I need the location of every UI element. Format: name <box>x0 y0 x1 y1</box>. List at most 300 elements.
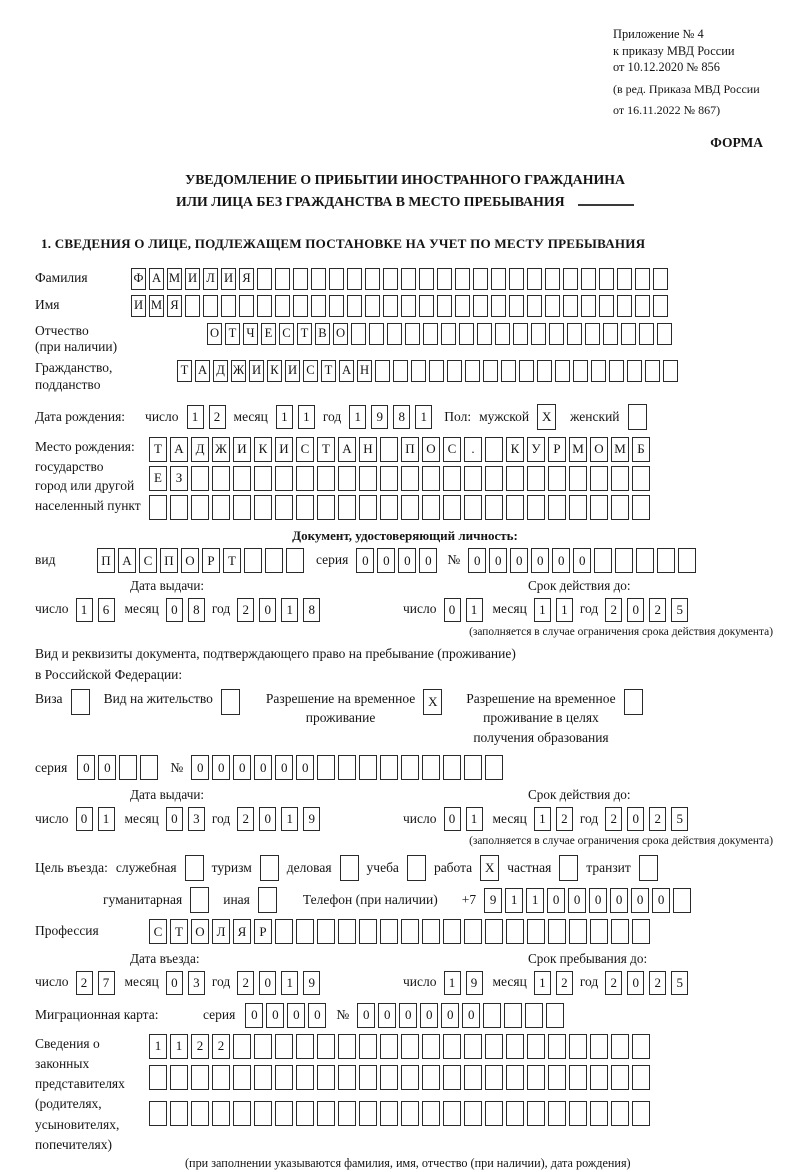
birth-month-boxes[interactable] <box>276 405 315 429</box>
char-cell[interactable] <box>275 919 293 944</box>
char-cell[interactable] <box>527 268 542 290</box>
char-cell[interactable]: С <box>303 360 318 382</box>
char-cell[interactable] <box>329 295 344 317</box>
char-cell[interactable] <box>531 323 546 345</box>
char-cell[interactable]: А <box>170 437 188 462</box>
char-cell[interactable] <box>548 466 566 491</box>
char-cell[interactable]: 0 <box>510 548 528 573</box>
char-cell[interactable]: 0 <box>462 1003 480 1028</box>
char-cell[interactable] <box>525 1003 543 1028</box>
char-cell[interactable] <box>257 295 272 317</box>
char-cell[interactable] <box>317 919 335 944</box>
char-cell[interactable] <box>506 466 524 491</box>
birth-place-row2-boxes[interactable] <box>149 466 650 491</box>
char-cell[interactable]: А <box>118 548 136 573</box>
char-cell[interactable] <box>422 466 440 491</box>
char-cell[interactable]: Т <box>297 323 312 345</box>
char-cell[interactable] <box>527 1101 545 1126</box>
char-cell[interactable]: И <box>285 360 300 382</box>
doc-valid-year-boxes[interactable] <box>605 598 688 622</box>
char-cell[interactable] <box>464 755 482 780</box>
birth-place-row3-boxes[interactable] <box>149 495 650 520</box>
char-cell[interactable] <box>383 268 398 290</box>
char-cell[interactable]: 1 <box>415 405 432 429</box>
char-cell[interactable] <box>455 295 470 317</box>
char-cell[interactable]: 0 <box>357 1003 375 1028</box>
char-cell[interactable]: И <box>275 437 293 462</box>
char-cell[interactable] <box>191 1101 209 1126</box>
char-cell[interactable]: 1 <box>534 971 551 995</box>
char-cell[interactable] <box>441 323 456 345</box>
char-cell[interactable]: 0 <box>287 1003 305 1028</box>
char-cell[interactable]: 5 <box>671 598 688 622</box>
representatives-row3-boxes[interactable] <box>149 1101 650 1126</box>
char-cell[interactable] <box>317 1101 335 1126</box>
char-cell[interactable] <box>149 495 167 520</box>
char-cell[interactable]: Я <box>167 295 182 317</box>
char-cell[interactable] <box>387 323 402 345</box>
char-cell[interactable] <box>239 295 254 317</box>
char-cell[interactable] <box>506 495 524 520</box>
char-cell[interactable]: 7 <box>98 971 115 995</box>
char-cell[interactable] <box>447 360 462 382</box>
phone-boxes[interactable] <box>484 888 691 913</box>
char-cell[interactable] <box>464 1065 482 1090</box>
char-cell[interactable]: 0 <box>627 807 644 831</box>
char-cell[interactable] <box>233 466 251 491</box>
char-cell[interactable] <box>611 1065 629 1090</box>
char-cell[interactable]: 0 <box>419 548 437 573</box>
char-cell[interactable]: 8 <box>303 598 320 622</box>
birth-place-row1-boxes[interactable] <box>149 437 650 462</box>
char-cell[interactable] <box>611 495 629 520</box>
doc-issue-month-boxes[interactable] <box>166 598 205 622</box>
char-cell[interactable] <box>545 295 560 317</box>
char-cell[interactable]: 0 <box>356 548 374 573</box>
char-cell[interactable] <box>657 548 675 573</box>
char-cell[interactable] <box>485 1101 503 1126</box>
char-cell[interactable] <box>635 295 650 317</box>
char-cell[interactable] <box>443 1034 461 1059</box>
char-cell[interactable]: 1 <box>444 971 461 995</box>
char-cell[interactable] <box>464 1101 482 1126</box>
char-cell[interactable] <box>483 360 498 382</box>
char-cell[interactable]: 0 <box>76 807 93 831</box>
char-cell[interactable]: А <box>195 360 210 382</box>
char-cell[interactable]: С <box>149 919 167 944</box>
char-cell[interactable]: Т <box>177 360 192 382</box>
char-cell[interactable] <box>359 919 377 944</box>
char-cell[interactable]: Я <box>233 919 251 944</box>
char-cell[interactable] <box>627 360 642 382</box>
char-cell[interactable]: Б <box>632 437 650 462</box>
char-cell[interactable]: 0 <box>420 1003 438 1028</box>
char-cell[interactable]: 2 <box>209 405 226 429</box>
char-cell[interactable]: 1 <box>505 888 523 913</box>
char-cell[interactable] <box>422 1065 440 1090</box>
char-cell[interactable] <box>296 1065 314 1090</box>
char-cell[interactable]: 6 <box>98 598 115 622</box>
char-cell[interactable] <box>422 1101 440 1126</box>
purpose-transit-checkbox[interactable] <box>639 855 658 881</box>
char-cell[interactable] <box>71 689 90 715</box>
char-cell[interactable] <box>265 548 283 573</box>
char-cell[interactable]: 0 <box>377 548 395 573</box>
char-cell[interactable]: 2 <box>649 807 666 831</box>
char-cell[interactable]: 0 <box>399 1003 417 1028</box>
char-cell[interactable] <box>639 855 658 881</box>
char-cell[interactable] <box>548 1065 566 1090</box>
char-cell[interactable]: И <box>249 360 264 382</box>
char-cell[interactable]: М <box>569 437 587 462</box>
char-cell[interactable]: В <box>315 323 330 345</box>
char-cell[interactable] <box>506 1034 524 1059</box>
char-cell[interactable] <box>359 495 377 520</box>
char-cell[interactable]: И <box>233 437 251 462</box>
char-cell[interactable] <box>546 1003 564 1028</box>
purpose-other-checkbox[interactable] <box>258 887 277 913</box>
representatives-row2-boxes[interactable] <box>149 1065 650 1090</box>
char-cell[interactable]: 0 <box>308 1003 326 1028</box>
residence-issue-month-boxes[interactable] <box>166 807 205 831</box>
stay-year-boxes[interactable] <box>605 971 688 995</box>
char-cell[interactable]: 0 <box>441 1003 459 1028</box>
migration-series-boxes[interactable] <box>245 1003 326 1028</box>
char-cell[interactable]: О <box>422 437 440 462</box>
char-cell[interactable] <box>380 437 398 462</box>
char-cell[interactable] <box>443 755 461 780</box>
char-cell[interactable] <box>212 1101 230 1126</box>
char-cell[interactable] <box>149 1101 167 1126</box>
char-cell[interactable] <box>628 404 647 430</box>
char-cell[interactable] <box>375 360 390 382</box>
char-cell[interactable]: 2 <box>605 598 622 622</box>
char-cell[interactable] <box>338 755 356 780</box>
char-cell[interactable]: Е <box>149 466 167 491</box>
visa-checkbox[interactable] <box>71 689 90 715</box>
char-cell[interactable]: 9 <box>484 888 502 913</box>
char-cell[interactable]: 0 <box>568 888 586 913</box>
char-cell[interactable]: 0 <box>296 755 314 780</box>
char-cell[interactable]: 1 <box>281 807 298 831</box>
given-name-boxes[interactable] <box>131 295 668 317</box>
char-cell[interactable]: Т <box>223 548 241 573</box>
char-cell[interactable] <box>559 855 578 881</box>
char-cell[interactable]: Л <box>203 268 218 290</box>
char-cell[interactable] <box>599 295 614 317</box>
char-cell[interactable] <box>401 1034 419 1059</box>
char-cell[interactable] <box>185 855 204 881</box>
char-cell[interactable] <box>611 466 629 491</box>
char-cell[interactable] <box>645 360 660 382</box>
char-cell[interactable]: 9 <box>371 405 388 429</box>
char-cell[interactable]: С <box>139 548 157 573</box>
char-cell[interactable]: Ч <box>243 323 258 345</box>
char-cell[interactable] <box>501 360 516 382</box>
char-cell[interactable] <box>663 360 678 382</box>
char-cell[interactable] <box>603 323 618 345</box>
char-cell[interactable] <box>311 268 326 290</box>
char-cell[interactable]: 0 <box>589 888 607 913</box>
char-cell[interactable] <box>191 466 209 491</box>
char-cell[interactable] <box>401 1101 419 1126</box>
doc-number-boxes[interactable] <box>468 548 696 573</box>
char-cell[interactable] <box>380 1101 398 1126</box>
char-cell[interactable] <box>257 268 272 290</box>
char-cell[interactable]: Ж <box>231 360 246 382</box>
char-cell[interactable] <box>365 295 380 317</box>
char-cell[interactable] <box>340 855 359 881</box>
char-cell[interactable] <box>422 755 440 780</box>
char-cell[interactable]: К <box>506 437 524 462</box>
char-cell[interactable]: Н <box>357 360 372 382</box>
char-cell[interactable]: 0 <box>444 807 461 831</box>
char-cell[interactable]: 3 <box>188 971 205 995</box>
char-cell[interactable] <box>477 323 492 345</box>
char-cell[interactable]: . <box>464 437 482 462</box>
char-cell[interactable]: 0 <box>552 548 570 573</box>
char-cell[interactable]: 1 <box>98 807 115 831</box>
char-cell[interactable] <box>504 1003 522 1028</box>
char-cell[interactable]: Д <box>213 360 228 382</box>
char-cell[interactable] <box>293 295 308 317</box>
char-cell[interactable] <box>527 1065 545 1090</box>
char-cell[interactable] <box>329 268 344 290</box>
char-cell[interactable] <box>653 268 668 290</box>
char-cell[interactable] <box>347 268 362 290</box>
char-cell[interactable] <box>527 495 545 520</box>
char-cell[interactable] <box>212 495 230 520</box>
char-cell[interactable] <box>233 1065 251 1090</box>
char-cell[interactable]: 2 <box>237 598 254 622</box>
char-cell[interactable] <box>405 323 420 345</box>
char-cell[interactable] <box>296 495 314 520</box>
purpose-humanitarian-checkbox[interactable] <box>190 887 209 913</box>
char-cell[interactable] <box>537 360 552 382</box>
char-cell[interactable]: З <box>170 466 188 491</box>
char-cell[interactable]: X <box>480 855 499 881</box>
char-cell[interactable]: 1 <box>281 971 298 995</box>
char-cell[interactable]: 0 <box>468 548 486 573</box>
char-cell[interactable] <box>611 1101 629 1126</box>
char-cell[interactable] <box>338 1034 356 1059</box>
char-cell[interactable] <box>221 295 236 317</box>
char-cell[interactable]: А <box>339 360 354 382</box>
char-cell[interactable]: 8 <box>188 598 205 622</box>
char-cell[interactable]: 2 <box>605 971 622 995</box>
char-cell[interactable] <box>419 295 434 317</box>
char-cell[interactable] <box>275 1065 293 1090</box>
char-cell[interactable] <box>191 495 209 520</box>
char-cell[interactable]: 0 <box>166 598 183 622</box>
char-cell[interactable] <box>549 323 564 345</box>
char-cell[interactable] <box>422 495 440 520</box>
char-cell[interactable]: М <box>167 268 182 290</box>
char-cell[interactable]: 0 <box>166 807 183 831</box>
char-cell[interactable] <box>359 755 377 780</box>
char-cell[interactable] <box>423 323 438 345</box>
char-cell[interactable] <box>443 1065 461 1090</box>
gender-female-checkbox[interactable] <box>628 404 647 430</box>
char-cell[interactable] <box>624 689 643 715</box>
char-cell[interactable] <box>569 466 587 491</box>
char-cell[interactable] <box>338 919 356 944</box>
char-cell[interactable]: 0 <box>98 755 116 780</box>
char-cell[interactable]: Т <box>225 323 240 345</box>
char-cell[interactable] <box>519 360 534 382</box>
char-cell[interactable] <box>548 1034 566 1059</box>
surname-boxes[interactable] <box>131 268 668 290</box>
char-cell[interactable]: Р <box>548 437 566 462</box>
char-cell[interactable] <box>338 495 356 520</box>
char-cell[interactable] <box>401 1065 419 1090</box>
char-cell[interactable] <box>429 360 444 382</box>
char-cell[interactable]: Д <box>191 437 209 462</box>
char-cell[interactable] <box>569 495 587 520</box>
char-cell[interactable]: С <box>296 437 314 462</box>
char-cell[interactable] <box>653 295 668 317</box>
char-cell[interactable]: 2 <box>649 971 666 995</box>
char-cell[interactable]: 1 <box>298 405 315 429</box>
char-cell[interactable] <box>275 1034 293 1059</box>
char-cell[interactable]: 1 <box>466 807 483 831</box>
char-cell[interactable] <box>407 855 426 881</box>
char-cell[interactable] <box>569 1034 587 1059</box>
char-cell[interactable] <box>657 323 672 345</box>
char-cell[interactable] <box>464 495 482 520</box>
char-cell[interactable] <box>611 919 629 944</box>
char-cell[interactable]: Ж <box>212 437 230 462</box>
char-cell[interactable] <box>506 1101 524 1126</box>
citizenship-boxes[interactable] <box>177 360 678 382</box>
char-cell[interactable] <box>485 466 503 491</box>
char-cell[interactable] <box>443 1101 461 1126</box>
char-cell[interactable]: 0 <box>275 755 293 780</box>
char-cell[interactable] <box>632 466 650 491</box>
char-cell[interactable]: И <box>221 268 236 290</box>
char-cell[interactable] <box>296 466 314 491</box>
char-cell[interactable]: 0 <box>233 755 251 780</box>
purpose-study-checkbox[interactable] <box>407 855 426 881</box>
char-cell[interactable] <box>636 548 654 573</box>
char-cell[interactable]: 5 <box>671 807 688 831</box>
char-cell[interactable]: С <box>279 323 294 345</box>
char-cell[interactable] <box>233 1034 251 1059</box>
char-cell[interactable] <box>401 466 419 491</box>
char-cell[interactable] <box>611 1034 629 1059</box>
char-cell[interactable]: 1 <box>526 888 544 913</box>
char-cell[interactable] <box>632 495 650 520</box>
residence-number-boxes[interactable] <box>191 755 503 780</box>
char-cell[interactable] <box>359 1034 377 1059</box>
char-cell[interactable] <box>437 268 452 290</box>
char-cell[interactable]: О <box>181 548 199 573</box>
char-cell[interactable]: 9 <box>303 807 320 831</box>
char-cell[interactable] <box>380 1034 398 1059</box>
char-cell[interactable] <box>590 495 608 520</box>
char-cell[interactable]: О <box>590 437 608 462</box>
char-cell[interactable]: 3 <box>188 807 205 831</box>
gender-male-checkbox[interactable] <box>537 404 556 430</box>
char-cell[interactable] <box>383 295 398 317</box>
char-cell[interactable]: С <box>443 437 461 462</box>
char-cell[interactable]: 0 <box>444 598 461 622</box>
char-cell[interactable] <box>473 295 488 317</box>
char-cell[interactable]: Е <box>261 323 276 345</box>
char-cell[interactable] <box>275 295 290 317</box>
char-cell[interactable] <box>338 1065 356 1090</box>
residence-valid-month-boxes[interactable] <box>534 807 573 831</box>
char-cell[interactable]: О <box>191 919 209 944</box>
char-cell[interactable] <box>464 1034 482 1059</box>
char-cell[interactable] <box>585 323 600 345</box>
char-cell[interactable] <box>569 1065 587 1090</box>
char-cell[interactable]: Т <box>170 919 188 944</box>
char-cell[interactable] <box>527 919 545 944</box>
char-cell[interactable] <box>563 268 578 290</box>
char-cell[interactable]: 2 <box>237 807 254 831</box>
char-cell[interactable] <box>419 268 434 290</box>
char-cell[interactable] <box>244 548 262 573</box>
char-cell[interactable]: 0 <box>573 548 591 573</box>
char-cell[interactable] <box>678 548 696 573</box>
char-cell[interactable] <box>581 295 596 317</box>
char-cell[interactable]: 2 <box>76 971 93 995</box>
char-cell[interactable]: 1 <box>170 1034 188 1059</box>
char-cell[interactable] <box>254 466 272 491</box>
char-cell[interactable] <box>190 887 209 913</box>
purpose-official-checkbox[interactable] <box>185 855 204 881</box>
char-cell[interactable] <box>615 548 633 573</box>
char-cell[interactable] <box>483 1003 501 1028</box>
char-cell[interactable] <box>632 1034 650 1059</box>
char-cell[interactable] <box>296 919 314 944</box>
char-cell[interactable] <box>621 323 636 345</box>
char-cell[interactable] <box>260 855 279 881</box>
doc-issue-year-boxes[interactable] <box>237 598 320 622</box>
char-cell[interactable] <box>233 495 251 520</box>
doc-valid-month-boxes[interactable] <box>534 598 573 622</box>
char-cell[interactable] <box>506 919 524 944</box>
char-cell[interactable] <box>473 268 488 290</box>
profession-boxes[interactable] <box>149 919 650 944</box>
doc-series-boxes[interactable] <box>356 548 437 573</box>
char-cell[interactable]: 0 <box>259 971 276 995</box>
doc-valid-day-boxes[interactable] <box>444 598 483 622</box>
char-cell[interactable] <box>170 1101 188 1126</box>
char-cell[interactable] <box>495 323 510 345</box>
char-cell[interactable]: 0 <box>212 755 230 780</box>
char-cell[interactable] <box>317 1065 335 1090</box>
char-cell[interactable] <box>491 268 506 290</box>
char-cell[interactable]: Т <box>149 437 167 462</box>
char-cell[interactable]: 8 <box>393 405 410 429</box>
char-cell[interactable] <box>591 360 606 382</box>
char-cell[interactable]: 5 <box>671 971 688 995</box>
char-cell[interactable] <box>548 495 566 520</box>
doc-issue-day-boxes[interactable] <box>76 598 115 622</box>
char-cell[interactable] <box>437 295 452 317</box>
residence-valid-year-boxes[interactable] <box>605 807 688 831</box>
char-cell[interactable] <box>527 1034 545 1059</box>
char-cell[interactable] <box>275 495 293 520</box>
stay-month-boxes[interactable] <box>534 971 573 995</box>
char-cell[interactable]: 0 <box>378 1003 396 1028</box>
char-cell[interactable] <box>293 268 308 290</box>
char-cell[interactable] <box>573 360 588 382</box>
char-cell[interactable] <box>590 1101 608 1126</box>
char-cell[interactable] <box>527 466 545 491</box>
